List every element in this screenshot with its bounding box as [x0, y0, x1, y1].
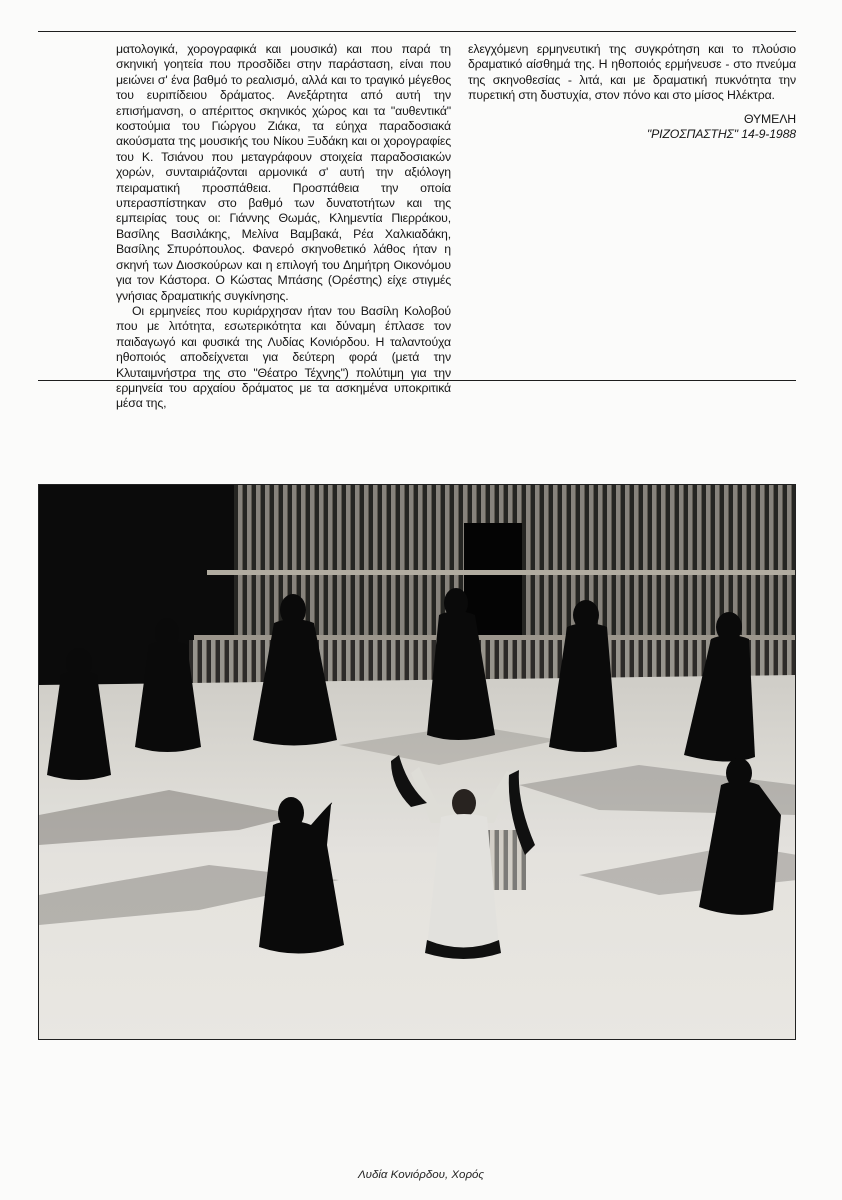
article-column-right: [468, 42, 796, 142]
performance-photo: [38, 484, 796, 1040]
article-paragraph: ματολογικά, χορογραφικά και μουσικά) και που παρά τη σκηνική γοητεία που προσδίδει στην παράσταση, είναι που μειώνει σ' ένα βαθμό το ρεαλισμό, αλλά και το τραγικό μέγεθος του ευριπίδειου δράματος. Ανεξάρτητα από αυτή την επισήμανση, ο απέριττος σκηνικός χώρος και τα "αυθεντικά" κοστούμια του Γιώργου Ζιάκα, τα εύηχα παραδοσιακά ακούσματα της μουσικής του Νίκου Ξυδάκη και οι χορογραφίες του Κ. Τσιάνου που μεταγράφουν στοιχεία παραδοσιακών χορών, συνταιριάζονται αρμονικά σ' αυτή την αξιόλογη πειραματική προσπάθεια. Προσπάθεια την οποία υπερασπίστηκαν στο βαθμό των δυνατοτήτων και της εμπειρίας τους οι: Γιάννης Θωμάς, Κλημεντία Πιερράκου, Βασίλης Βασιλάκης, Μελίνα Βαμβακά, Ρέα Χαλκιαδάκη, Βασίλης Σπυρόπουλος. Φανερό σκηνοθετικό λάθος ήταν η σκηνή των Διοσκούρων και η επιλογή του Δημήτρη Οικονόμου για τον Κάστορα. Ο Κώστας Μπάσης (Ορέστης) είχε στιγμές γνήσιας δραματικής συγκίνησης.: [116, 42, 451, 303]
middle-rule: [38, 380, 796, 381]
source-citation: "ΡΙΖΟΣΠΑΣΤΗΣ" 14-9-1988: [646, 127, 796, 142]
article-paragraph: Οι ερμηνείες που κυριάρχησαν ήταν του Βασίλη Κολοβού που με λιτότητα, εσωτερικότητα και δύναμη έπλασε τον παιδαγωγό και φυσικά της Λυδίας Κονιόρδου. Η ταλαντούχα ηθοποιός αποδείχνεται για δεύτερη φορά (μετά την Κλυταιμνήστρα της στο "Θέατρο Τέχνης") πολύτιμη για την ερμηνεία του αρχαίου δράματος με τα ασκημένα υποκριτικά μέσα της,: [116, 303, 451, 411]
author-signature: ΘΥΜΕΛΗ: [743, 111, 796, 126]
article-paragraph: ελεγχόμενη ερμηνευτική της συγκρότηση και το πλούσιο δραματικό αίσθημά της. Η ηθοποιός ερμήνευσε - στο πνεύμα της σκηνοθεσίας - λιτά, και με δραματική πυκνότητα την πυρετική στη δυστυχία, στον πόνο και στο μίσος Ηλέκτρα.: [468, 42, 796, 103]
photo-caption: Λυδία Κονιόρδου, Χορός: [357, 1169, 485, 1181]
top-rule: [38, 31, 796, 32]
photo-illustration: [39, 485, 796, 1040]
article-column-left: [116, 42, 451, 412]
